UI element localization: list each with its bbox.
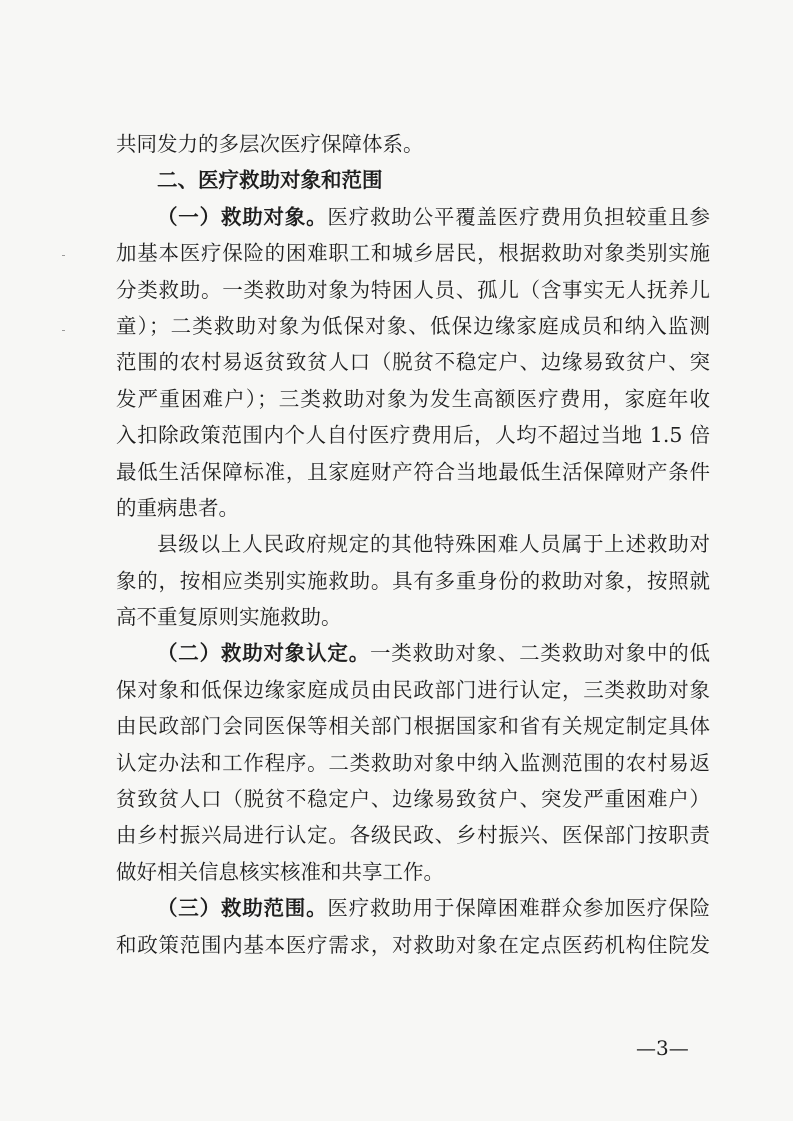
body-text-line bbox=[116, 854, 710, 890]
line-text: 高不重复原则实施救助。 bbox=[116, 605, 342, 630]
body-text-line bbox=[116, 672, 710, 708]
body-text-line bbox=[116, 344, 710, 380]
body-text-line bbox=[116, 781, 710, 817]
line-text: 发严重困难户）；三类救助对象为发生高额医疗费用，家庭年收 bbox=[116, 386, 710, 411]
line-text: 象的，按相应类别实施救助。具有多重身份的救助对象，按照就 bbox=[116, 568, 710, 593]
line-text: 童）；二类救助对象为低保对象、低保边缘家庭成员和纳入监测 bbox=[116, 313, 710, 338]
body-text-line bbox=[116, 927, 710, 963]
line-text: 保对象和低保边缘家庭成员由民政部门进行认定，三类救助对象 bbox=[116, 677, 710, 702]
line-text: 二、医疗救助对象和范围 bbox=[157, 168, 383, 193]
scan-mark bbox=[62, 255, 65, 256]
body-text-line bbox=[116, 635, 710, 671]
line-text: 贫致贫人口（脱贫不稳定户、边缘易致贫户、突发严重困难户） bbox=[116, 787, 710, 812]
line-text: 最低生活保障标准，且家庭财产符合当地最低生活保障财产条件 bbox=[116, 459, 710, 484]
body-text-line bbox=[116, 235, 710, 271]
line-text: 入扣除政策范围内个人自付医疗费用后，人均不超过当地 1.5 倍 bbox=[116, 423, 710, 448]
body-text-line bbox=[116, 817, 710, 853]
line-text: 医疗救助公平覆盖医疗费用负担较重且参 bbox=[327, 204, 710, 229]
line-text: 和政策范围内基本医疗需求，对救助对象在定点医药机构住院发 bbox=[116, 932, 710, 957]
body-text-line bbox=[116, 381, 710, 417]
page-number: —3— bbox=[636, 1036, 689, 1060]
body-text-line bbox=[116, 745, 710, 781]
body-text-line bbox=[116, 417, 710, 453]
body-text-line bbox=[116, 490, 710, 526]
document-body bbox=[116, 126, 710, 963]
body-text-line bbox=[116, 563, 710, 599]
body-text-line bbox=[116, 890, 710, 926]
line-text: 认定办法和工作程序。二类救助对象中纳入监测范围的农村易返 bbox=[116, 750, 710, 775]
body-text-line bbox=[116, 454, 710, 490]
body-text-line bbox=[116, 526, 710, 562]
body-text-line bbox=[116, 199, 710, 235]
scan-mark bbox=[62, 330, 65, 331]
line-text: 的重病患者。 bbox=[116, 495, 239, 520]
line-text: 范围的农村易返贫致贫人口（脱贫不稳定户、边缘易致贫户、突 bbox=[116, 350, 710, 375]
line-text: 由民政部门会同医保等相关部门根据国家和省有关规定制定具体 bbox=[116, 714, 710, 739]
line-text: 县级以上人民政府规定的其他特殊困难人员属于上述救助对 bbox=[157, 532, 710, 557]
line-text: 医疗救助用于保障困难群众参加医疗保险 bbox=[327, 896, 710, 921]
line-text: 分类救助。一类救助对象为特困人员、孤儿（含事实无人抚养儿 bbox=[116, 277, 710, 302]
body-text-line bbox=[116, 308, 710, 344]
line-text: 做好相关信息核实核准和共享工作。 bbox=[116, 859, 444, 884]
body-text-line bbox=[116, 599, 710, 635]
subsection-heading: （一）救助对象。 bbox=[157, 204, 328, 229]
body-text-line bbox=[116, 272, 710, 308]
line-text: 加基本医疗保险的困难职工和城乡居民，根据救助对象类别实施 bbox=[116, 241, 710, 266]
body-text-line bbox=[116, 126, 710, 162]
subsection-heading: （二）救助对象认定。 bbox=[157, 641, 370, 666]
body-text-line bbox=[116, 708, 710, 744]
line-text: 一类救助对象、二类救助对象中的低 bbox=[370, 641, 710, 666]
line-text: 由乡村振兴局进行认定。各级民政、乡村振兴、医保部门按职责 bbox=[116, 823, 710, 848]
line-text: 共同发力的多层次医疗保障体系。 bbox=[116, 132, 424, 156]
subsection-heading: （三）救助范围。 bbox=[157, 896, 328, 921]
section-heading bbox=[116, 162, 710, 198]
